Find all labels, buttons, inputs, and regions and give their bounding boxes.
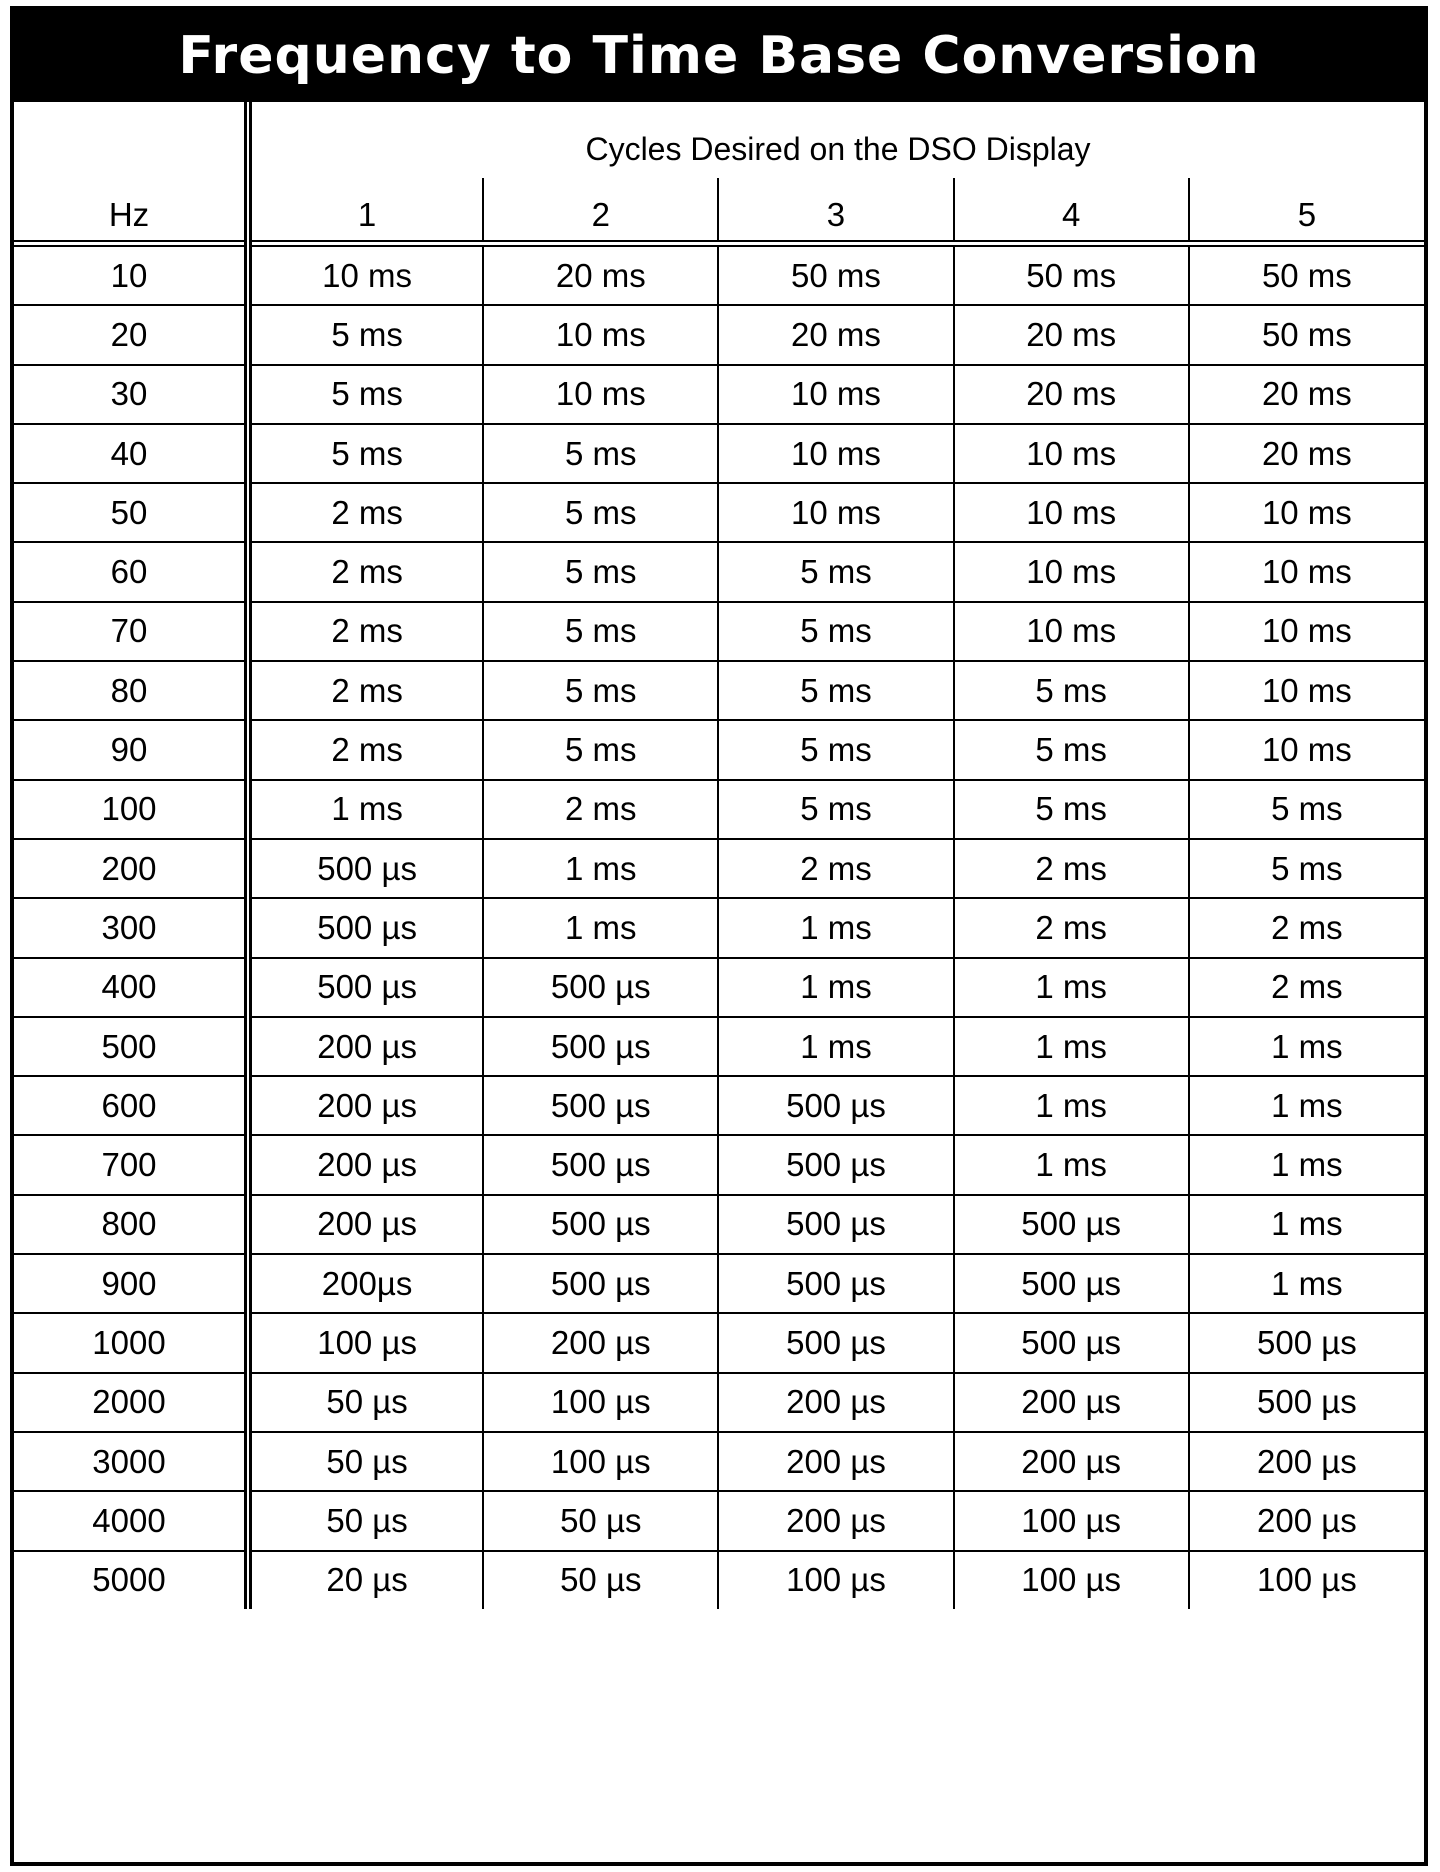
time-base-cell: 5 ms: [248, 305, 483, 364]
time-base-cell: 500 µs: [954, 1195, 1189, 1254]
time-base-cell: 200 µs: [248, 1135, 483, 1194]
time-base-cell: 20 ms: [954, 365, 1189, 424]
time-base-cell: 5 ms: [718, 602, 953, 661]
hz-cell: 40: [14, 424, 248, 483]
time-base-cell: 500 µs: [248, 958, 483, 1017]
time-base-cell: 2 ms: [718, 839, 953, 898]
hz-cell: 60: [14, 542, 248, 601]
hz-header-spacer: [14, 102, 248, 178]
time-base-cell: 100 µs: [718, 1551, 953, 1609]
time-base-cell: 1 ms: [718, 958, 953, 1017]
time-base-cell: 200 µs: [483, 1313, 718, 1372]
time-base-cell: 500 µs: [483, 1195, 718, 1254]
time-base-cell: 5 ms: [1189, 780, 1424, 839]
time-base-cell: 1 ms: [718, 1017, 953, 1076]
table-row: [14, 305, 1424, 364]
table-row: [14, 542, 1424, 601]
table-row: [14, 1491, 1424, 1550]
time-base-cell: 2 ms: [483, 780, 718, 839]
time-base-cell: 50 µs: [483, 1491, 718, 1550]
table-row: [14, 720, 1424, 779]
table-row: [14, 1254, 1424, 1313]
hz-cell: 4000: [14, 1491, 248, 1550]
time-base-cell: 1 ms: [483, 898, 718, 957]
hz-header: Hz: [14, 178, 248, 244]
time-base-cell: 200 µs: [1189, 1491, 1424, 1550]
time-base-cell: 500 µs: [483, 958, 718, 1017]
time-base-cell: 500 µs: [483, 1076, 718, 1135]
time-base-cell: 100 µs: [483, 1432, 718, 1491]
time-base-cell: 100 µs: [483, 1373, 718, 1432]
table-title: Frequency to Time Base Conversion: [14, 10, 1424, 102]
table-row: [14, 483, 1424, 542]
time-base-cell: 10 ms: [248, 244, 483, 306]
hz-cell: 90: [14, 720, 248, 779]
time-base-cell: 10 ms: [718, 365, 953, 424]
time-base-cell: 5 ms: [483, 661, 718, 720]
time-base-cell: 200 µs: [954, 1432, 1189, 1491]
hz-cell: 2000: [14, 1373, 248, 1432]
time-base-cell: 20 ms: [483, 244, 718, 306]
table-row: [14, 661, 1424, 720]
time-base-cell: 5 ms: [483, 424, 718, 483]
time-base-cell: 5 ms: [718, 720, 953, 779]
time-base-cell: 500 µs: [483, 1254, 718, 1313]
table-row: [14, 1551, 1424, 1609]
cycle-column-5: 5: [1189, 178, 1424, 244]
cycle-column-4: 4: [954, 178, 1189, 244]
time-base-cell: 5 ms: [718, 542, 953, 601]
time-base-cell: 10 ms: [954, 602, 1189, 661]
hz-cell: 70: [14, 602, 248, 661]
hz-cell: 5000: [14, 1551, 248, 1609]
time-base-cell: 200 µs: [718, 1432, 953, 1491]
time-base-cell: 100 µs: [248, 1313, 483, 1372]
time-base-cell: 10 ms: [1189, 720, 1424, 779]
time-base-cell: 2 ms: [248, 542, 483, 601]
time-base-cell: 5 ms: [954, 720, 1189, 779]
time-base-cell: 10 ms: [483, 365, 718, 424]
table-body: [14, 244, 1424, 1609]
cycle-column-1: 1: [248, 178, 483, 244]
time-base-cell: 1 ms: [1189, 1135, 1424, 1194]
time-base-cell: 500 µs: [718, 1313, 953, 1372]
time-base-cell: 200 µs: [718, 1373, 953, 1432]
time-base-cell: 200µs: [248, 1254, 483, 1313]
time-base-cell: 1 ms: [954, 958, 1189, 1017]
table-row: [14, 898, 1424, 957]
time-base-cell: 50 ms: [1189, 244, 1424, 306]
time-base-cell: 10 ms: [954, 424, 1189, 483]
cycles-header: Cycles Desired on the DSO Display: [248, 102, 1424, 178]
hz-cell: 900: [14, 1254, 248, 1313]
time-base-cell: 500 µs: [718, 1195, 953, 1254]
time-base-cell: 5 ms: [954, 661, 1189, 720]
time-base-cell: 2 ms: [248, 602, 483, 661]
time-base-cell: 5 ms: [718, 661, 953, 720]
table-row: [14, 1313, 1424, 1372]
time-base-cell: 20 ms: [1189, 365, 1424, 424]
table-row: [14, 839, 1424, 898]
time-base-cell: 1 ms: [1189, 1254, 1424, 1313]
time-base-cell: 1 ms: [483, 839, 718, 898]
table-row: [14, 1373, 1424, 1432]
time-base-cell: 5 ms: [954, 780, 1189, 839]
time-base-cell: 10 ms: [483, 305, 718, 364]
time-base-cell: 1 ms: [1189, 1017, 1424, 1076]
time-base-cell: 5 ms: [718, 780, 953, 839]
time-base-cell: 500 µs: [718, 1135, 953, 1194]
time-base-cell: 200 µs: [954, 1373, 1189, 1432]
time-base-cell: 500 µs: [1189, 1373, 1424, 1432]
time-base-cell: 5 ms: [483, 720, 718, 779]
time-base-cell: 10 ms: [954, 542, 1189, 601]
hz-cell: 200: [14, 839, 248, 898]
table-row: [14, 424, 1424, 483]
hz-cell: 700: [14, 1135, 248, 1194]
time-base-cell: 5 ms: [483, 602, 718, 661]
hz-cell: 800: [14, 1195, 248, 1254]
table-row: [14, 1195, 1424, 1254]
time-base-cell: 1 ms: [954, 1135, 1189, 1194]
table-row: [14, 780, 1424, 839]
time-base-cell: 500 µs: [1189, 1313, 1424, 1372]
time-base-cell: 200 µs: [718, 1491, 953, 1550]
time-base-cell: 200 µs: [248, 1017, 483, 1076]
time-base-cell: 2 ms: [1189, 958, 1424, 1017]
hz-cell: 10: [14, 244, 248, 306]
time-base-cell: 2 ms: [1189, 898, 1424, 957]
time-base-cell: 500 µs: [248, 898, 483, 957]
time-base-cell: 2 ms: [248, 661, 483, 720]
time-base-cell: 20 ms: [718, 305, 953, 364]
time-base-cell: 1 ms: [1189, 1076, 1424, 1135]
time-base-cell: 1 ms: [954, 1017, 1189, 1076]
table-row: [14, 1076, 1424, 1135]
time-base-cell: 10 ms: [1189, 661, 1424, 720]
time-base-cell: 500 µs: [248, 839, 483, 898]
table-row: [14, 365, 1424, 424]
hz-cell: 400: [14, 958, 248, 1017]
time-base-cell: 50 ms: [718, 244, 953, 306]
table-row: [14, 958, 1424, 1017]
cycle-column-3: 3: [718, 178, 953, 244]
time-base-cell: 5 ms: [1189, 839, 1424, 898]
time-base-cell: 2 ms: [954, 898, 1189, 957]
table-header: [14, 102, 1424, 244]
hz-cell: 30: [14, 365, 248, 424]
time-base-cell: 500 µs: [483, 1135, 718, 1194]
time-base-cell: 1 ms: [954, 1076, 1189, 1135]
time-base-cell: 500 µs: [718, 1254, 953, 1313]
table-row: [14, 602, 1424, 661]
time-base-cell: 50 ms: [1189, 305, 1424, 364]
time-base-cell: 200 µs: [248, 1195, 483, 1254]
time-base-cell: 2 ms: [954, 839, 1189, 898]
table-row: [14, 244, 1424, 306]
time-base-cell: 50 µs: [248, 1432, 483, 1491]
time-base-cell: 500 µs: [483, 1017, 718, 1076]
time-base-cell: 10 ms: [954, 483, 1189, 542]
time-base-cell: 50 µs: [248, 1491, 483, 1550]
time-base-cell: 5 ms: [483, 542, 718, 601]
hz-cell: 500: [14, 1017, 248, 1076]
time-base-cell: 50 ms: [954, 244, 1189, 306]
time-base-cell: 20 ms: [954, 305, 1189, 364]
hz-cell: 50: [14, 483, 248, 542]
time-base-cell: 50 µs: [248, 1373, 483, 1432]
hz-cell: 80: [14, 661, 248, 720]
time-base-cell: 5 ms: [248, 365, 483, 424]
time-base-cell: 10 ms: [718, 483, 953, 542]
table-row: [14, 1135, 1424, 1194]
time-base-cell: 200 µs: [248, 1076, 483, 1135]
time-base-cell: 100 µs: [954, 1551, 1189, 1609]
hz-cell: 3000: [14, 1432, 248, 1491]
table-row: [14, 1017, 1424, 1076]
time-base-cell: 200 µs: [1189, 1432, 1424, 1491]
time-base-cell: 10 ms: [1189, 542, 1424, 601]
time-base-cell: 1 ms: [1189, 1195, 1424, 1254]
hz-cell: 600: [14, 1076, 248, 1135]
time-base-cell: 20 µs: [248, 1551, 483, 1609]
time-base-cell: 500 µs: [718, 1076, 953, 1135]
time-base-cell: 50 µs: [483, 1551, 718, 1609]
conversion-table: [14, 102, 1424, 1609]
time-base-cell: 5 ms: [248, 424, 483, 483]
time-base-cell: 500 µs: [954, 1254, 1189, 1313]
time-base-cell: 500 µs: [954, 1313, 1189, 1372]
time-base-cell: 100 µs: [954, 1491, 1189, 1550]
cycle-column-2: 2: [483, 178, 718, 244]
hz-cell: 20: [14, 305, 248, 364]
hz-cell: 300: [14, 898, 248, 957]
time-base-cell: 100 µs: [1189, 1551, 1424, 1609]
table-row: [14, 1432, 1424, 1491]
time-base-cell: 10 ms: [718, 424, 953, 483]
time-base-cell: 1 ms: [248, 780, 483, 839]
time-base-cell: 10 ms: [1189, 483, 1424, 542]
time-base-cell: 1 ms: [718, 898, 953, 957]
hz-cell: 100: [14, 780, 248, 839]
conversion-table-frame: [10, 6, 1428, 1866]
time-base-cell: 20 ms: [1189, 424, 1424, 483]
time-base-cell: 2 ms: [248, 483, 483, 542]
time-base-cell: 2 ms: [248, 720, 483, 779]
hz-cell: 1000: [14, 1313, 248, 1372]
time-base-cell: 10 ms: [1189, 602, 1424, 661]
time-base-cell: 5 ms: [483, 483, 718, 542]
